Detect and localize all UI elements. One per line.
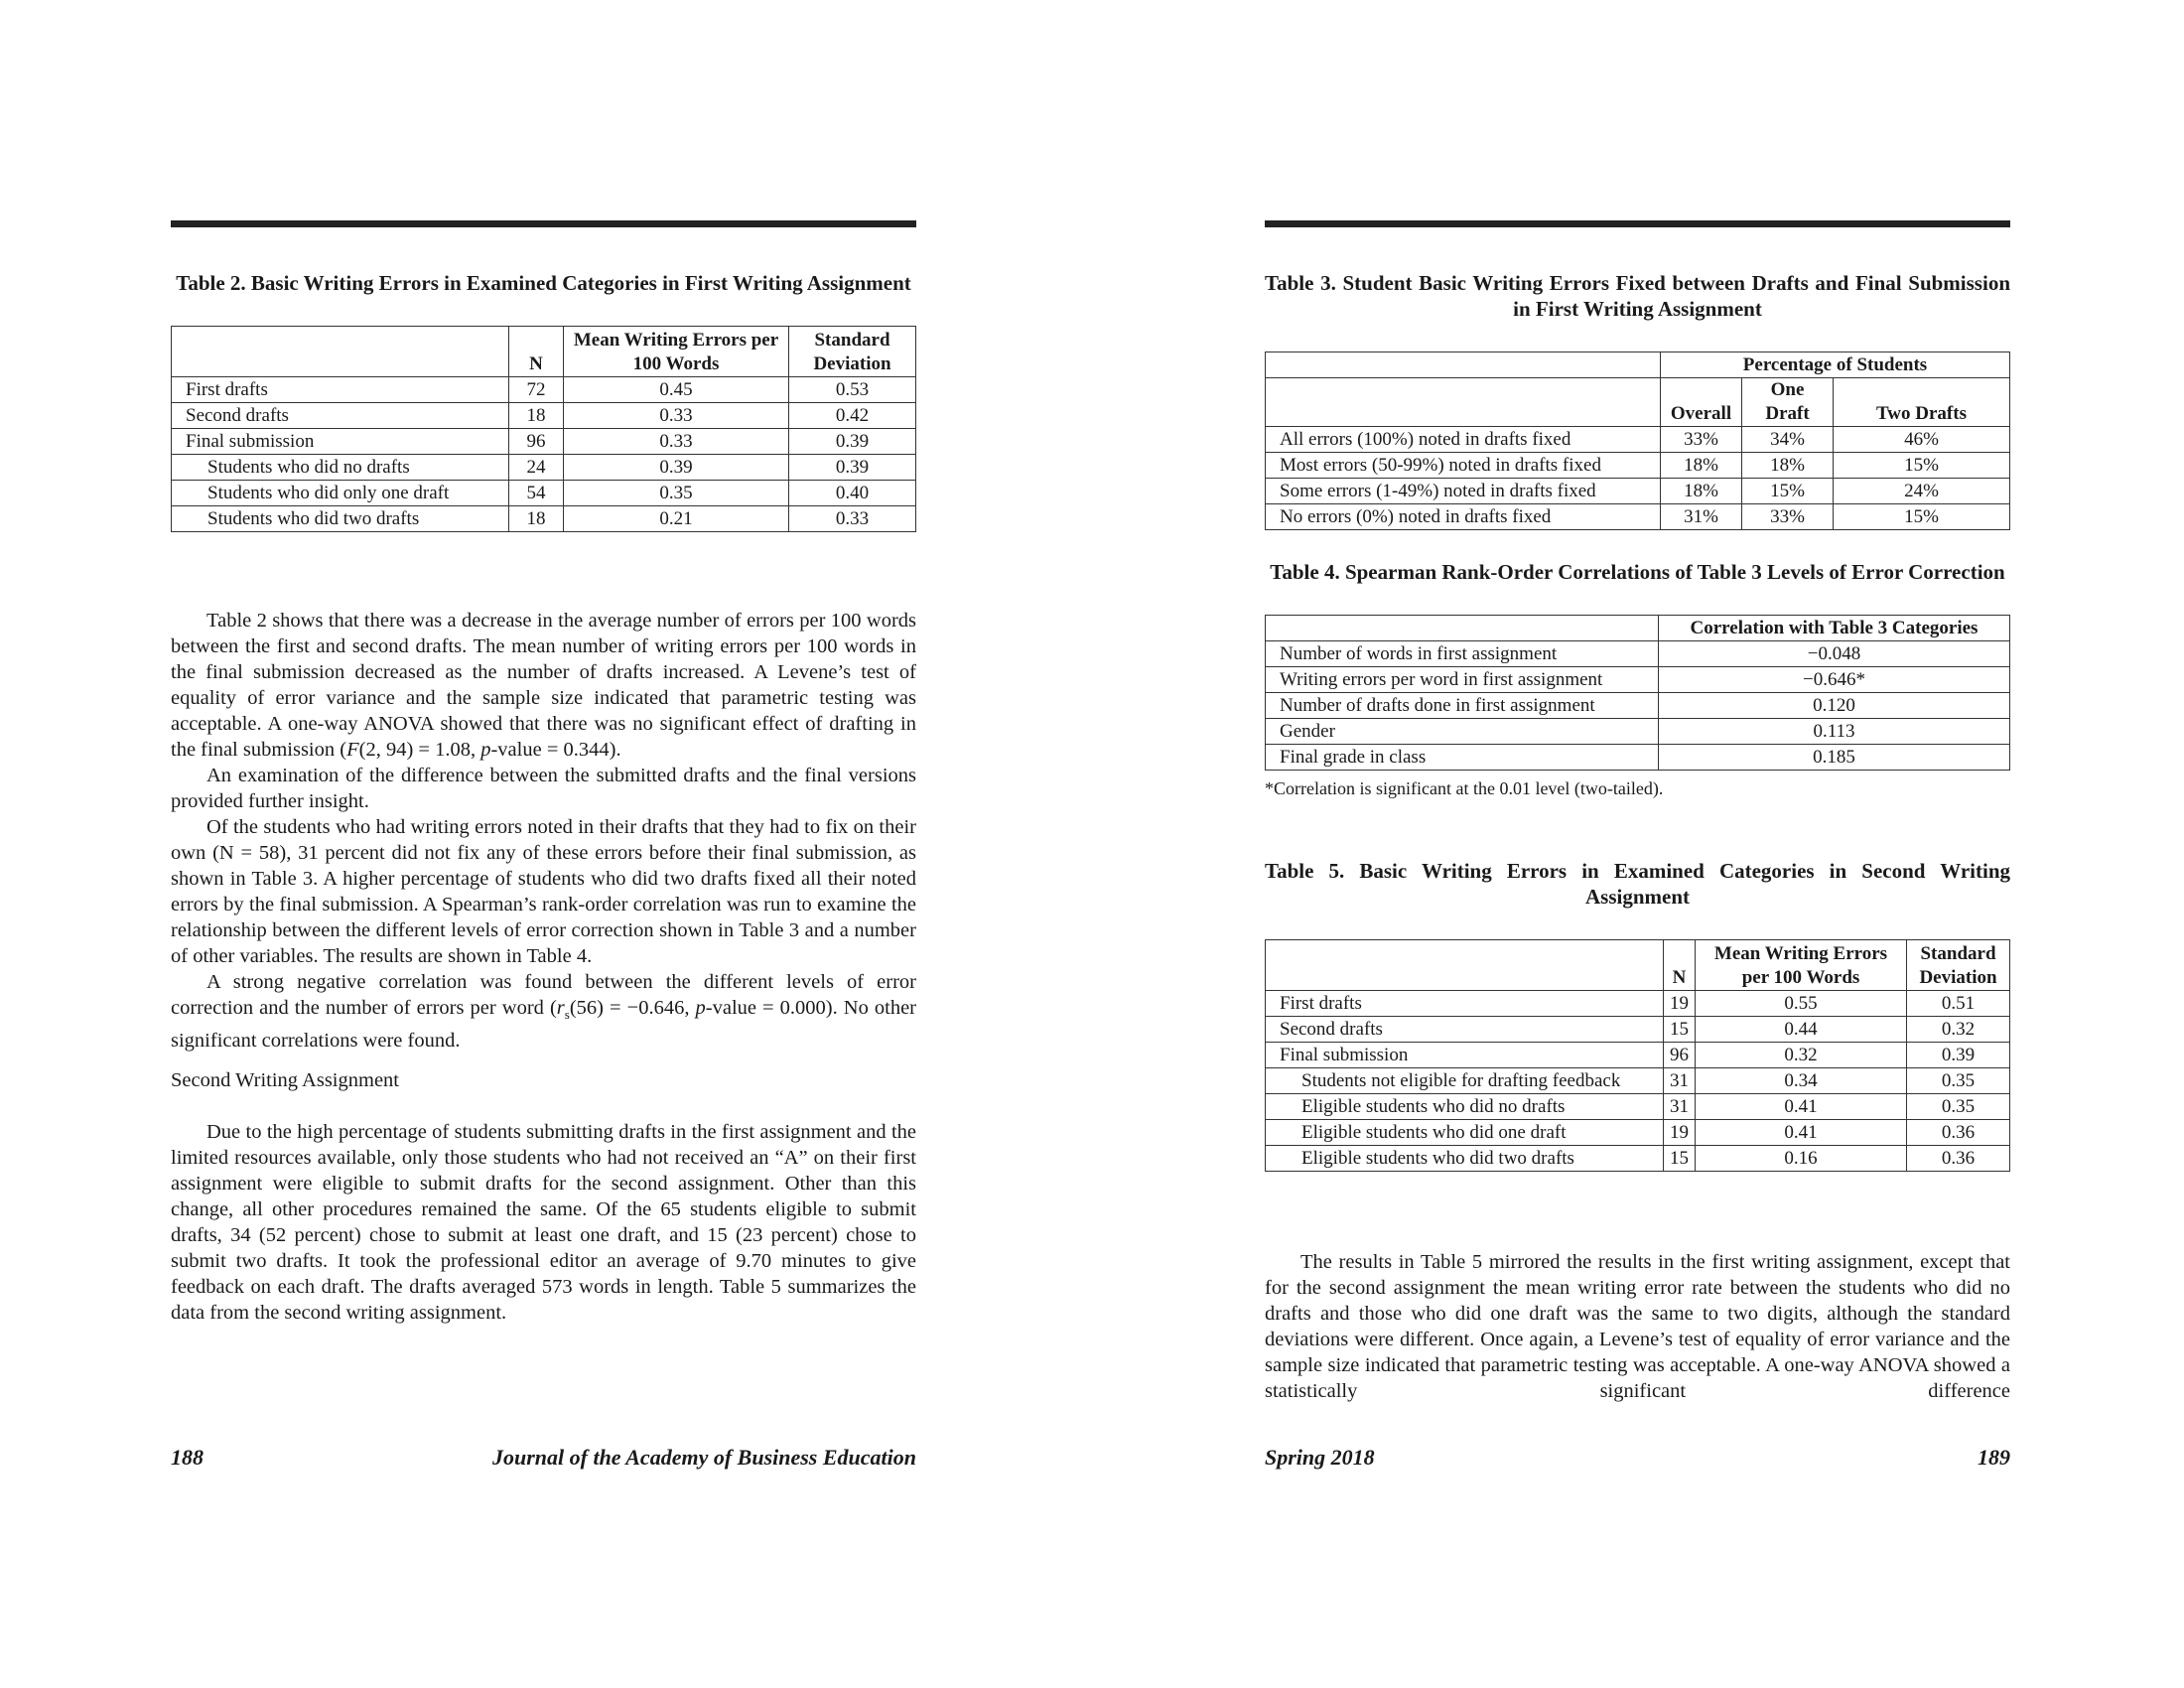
row-label: All errors (100%) noted in drafts fixed (1266, 427, 1661, 453)
cell-value: 0.35 (1907, 1094, 2010, 1120)
paragraph: Of the students who had writing errors noted in their drafts that they had to fix on their own (N = 58), 31 percent did not fix any of these errors before their final submission, as shown in Table 3. A higher percentage of students who did two drafts fixed all their noted errors by the final submission. A Spearman’s rank-order correlation was run to examine the relationship between the different levels of error correction shown in Table 3 and a number of other variables. The results are shown in Table 4. (171, 816, 916, 967)
table4-footnote: *Correlation is significant at the 0.01 level (two-tailed). (1265, 778, 1664, 798)
cell-value: 0.33 (564, 403, 789, 429)
cell-value: 18 (509, 403, 564, 429)
table-row (1266, 479, 2010, 504)
row-label: Eligible students who did one draft (1266, 1120, 1664, 1146)
top-rule-left (171, 220, 916, 227)
cell-value: 0.44 (1696, 1017, 1907, 1043)
cell-value: 72 (509, 377, 564, 403)
page-number-right: 189 (1978, 1445, 2010, 1470)
table5-title: Table 5. Basic Writing Errors in Examined Categories in Second Writing Assignment (1265, 859, 2010, 909)
header-cell: Standard Deviation (1907, 940, 2010, 991)
cell-value: 0.33 (789, 506, 916, 532)
cell-value: 0.36 (1907, 1120, 2010, 1146)
running-footer-issue: Spring 2018 (1265, 1445, 1375, 1470)
header-cell-empty (1266, 352, 1661, 378)
cell-value: 0.120 (1659, 693, 2010, 719)
row-label: Eligible students who did two drafts (1266, 1146, 1664, 1172)
cell-value: 15% (1742, 479, 1834, 504)
table-row (172, 429, 916, 455)
table3 (1265, 352, 2010, 530)
table-row (1266, 453, 2010, 479)
section-heading: Second Writing Assignment (171, 1069, 399, 1092)
cell-value: 24% (1834, 479, 2010, 504)
cell-value: 0.45 (564, 377, 789, 403)
text-run-italic: F (346, 739, 359, 761)
header-cell: Correlation with Table 3 Categories (1659, 616, 2010, 641)
top-rule-right (1265, 220, 2010, 227)
cell-value: 19 (1664, 991, 1696, 1017)
cell-value: 0.16 (1696, 1146, 1907, 1172)
running-footer-journal: Journal of the Academy of Business Education (491, 1445, 916, 1470)
table-row (1266, 1146, 2010, 1172)
text-run-italic: r (556, 997, 565, 1019)
paragraph: An examination of the difference between the submitted drafts and the final versions provided further insight. (171, 765, 916, 812)
cell-value: 0.40 (789, 481, 916, 506)
table5 (1265, 939, 2010, 1172)
row-label: Second drafts (172, 403, 509, 429)
cell-value: 0.39 (564, 455, 789, 481)
row-label: Students who did no drafts (172, 455, 509, 481)
table4-section (1265, 559, 2010, 800)
cell-value: 0.53 (789, 377, 916, 403)
cell-value: 0.39 (789, 455, 916, 481)
table2 (171, 326, 916, 532)
text-run: (2, 94) = 1.08, (358, 739, 481, 761)
table-header-row (1266, 378, 2010, 427)
table-row (1266, 427, 2010, 453)
table-row (1266, 1120, 2010, 1146)
table-row (1266, 667, 2010, 693)
right-body-text (1265, 1249, 2010, 1404)
header-cell: Standard Deviation (789, 327, 916, 377)
header-cell (1266, 616, 1659, 641)
table-row (1266, 504, 2010, 530)
text-run: -value = 0.344). (490, 739, 621, 761)
text-run-italic: p (695, 997, 706, 1019)
row-label: Gender (1266, 719, 1659, 745)
table4 (1265, 615, 2010, 771)
row-label: Students who did only one draft (172, 481, 509, 506)
cell-value: 0.39 (1907, 1043, 2010, 1068)
paragraph (171, 969, 916, 1054)
cell-value: 24 (509, 455, 564, 481)
cell-value: 31% (1661, 504, 1742, 530)
cell-value: 46% (1834, 427, 2010, 453)
left-body-text (171, 608, 916, 1326)
table3-title: Table 3. Student Basic Writing Errors Fixed between Drafts and Final Submission in First Writing Assignment (1265, 271, 2010, 321)
cell-value: 18% (1661, 453, 1742, 479)
header-cell: One Draft (1742, 378, 1834, 427)
header-cell: N (509, 327, 564, 377)
text-run: Table 2 shows that there was a decrease in the average number of errors per 100 words between the first and second drafts. The mean number of writing errors per 100 words in the final submission decreased as the number of drafts increased. A Levene’s test of equality of error variance and the sample size indicated that parametric testing was acceptable. A one-way ANOVA showed that there was no significant effect of drafting in the final submission ( (171, 610, 916, 761)
row-label: Number of drafts done in first assignment (1266, 693, 1659, 719)
cell-value: 54 (509, 481, 564, 506)
row-label: First drafts (1266, 991, 1664, 1017)
header-cell: N (1664, 940, 1696, 991)
row-label: Second drafts (1266, 1017, 1664, 1043)
cell-value: 0.32 (1696, 1043, 1907, 1068)
cell-value: 0.51 (1907, 991, 2010, 1017)
table-row (1266, 719, 2010, 745)
text-run: (56) = −0.646, (569, 997, 696, 1019)
table3-section (1265, 270, 2010, 530)
cell-value: 0.33 (564, 429, 789, 455)
header-cell: Mean Writing Errors per 100 Words (564, 327, 789, 377)
page-number-left: 188 (171, 1445, 204, 1470)
cell-value: 0.35 (1907, 1068, 2010, 1094)
row-label: Most errors (50-99%) noted in drafts fixed (1266, 453, 1661, 479)
cell-value: 18% (1742, 453, 1834, 479)
table-row (172, 377, 916, 403)
table4-title: Table 4. Spearman Rank-Order Correlations of Table 3 Levels of Error Correction (1270, 560, 2005, 584)
table2-section (171, 270, 916, 532)
table-row (1266, 745, 2010, 771)
cell-value: 0.55 (1696, 991, 1907, 1017)
table-row (172, 403, 916, 429)
cell-value: 0.113 (1659, 719, 2010, 745)
table-header-row (1266, 616, 2010, 641)
cell-value: 0.41 (1696, 1120, 1907, 1146)
row-label: Writing errors per word in first assignment (1266, 667, 1659, 693)
cell-value: 0.21 (564, 506, 789, 532)
table-row (172, 506, 916, 532)
cell-value: 0.185 (1659, 745, 2010, 771)
text-run-italic: p (480, 739, 491, 761)
table-row (1266, 693, 2010, 719)
paragraph (171, 608, 916, 763)
row-label: Final submission (1266, 1043, 1664, 1068)
cell-value: 0.32 (1907, 1017, 2010, 1043)
row-label: Students who did two drafts (172, 506, 509, 532)
row-label: No errors (0%) noted in drafts fixed (1266, 504, 1661, 530)
cell-value: 0.34 (1696, 1068, 1907, 1094)
table-row (1266, 1043, 2010, 1068)
cell-value: 96 (1664, 1043, 1696, 1068)
cell-value: 0.42 (789, 403, 916, 429)
row-label: First drafts (172, 377, 509, 403)
cell-value: −0.646* (1659, 667, 2010, 693)
row-label: Final grade in class (1266, 745, 1659, 771)
header-cell (1266, 940, 1664, 991)
header-cell (1266, 378, 1661, 427)
table-header-row (172, 327, 916, 377)
cell-value: 18% (1661, 479, 1742, 504)
subscript: s (564, 1007, 570, 1023)
table-row (1266, 641, 2010, 667)
table2-title: Table 2. Basic Writing Errors in Examined Categories in First Writing Assignment (176, 271, 911, 295)
cell-value: 31 (1664, 1068, 1696, 1094)
cell-value: 15% (1834, 504, 2010, 530)
cell-value: 96 (509, 429, 564, 455)
table-row (172, 455, 916, 481)
row-label: Number of words in first assignment (1266, 641, 1659, 667)
table-row (1266, 1068, 2010, 1094)
cell-value: 19 (1664, 1120, 1696, 1146)
text-run: -value = 0.000). No other significant correlations were found. (171, 997, 916, 1053)
table5-section (1265, 858, 2010, 1172)
table-row (1266, 991, 2010, 1017)
row-label: Final submission (172, 429, 509, 455)
table-header-row (1266, 940, 2010, 991)
cell-value: 0.39 (789, 429, 916, 455)
cell-value: 34% (1742, 427, 1834, 453)
cell-value: 0.36 (1907, 1146, 2010, 1172)
cell-value: 33% (1661, 427, 1742, 453)
cell-value: 0.35 (564, 481, 789, 506)
header-cell: Overall (1661, 378, 1742, 427)
table-row (1266, 1017, 2010, 1043)
cell-value: −0.048 (1659, 641, 2010, 667)
cell-value: 15 (1664, 1017, 1696, 1043)
header-cell-group: Percentage of Students (1661, 352, 2010, 378)
cell-value: 15 (1664, 1146, 1696, 1172)
row-label: Students not eligible for drafting feedback (1266, 1068, 1664, 1094)
header-cell: Mean Writing Errors per 100 Words (1696, 940, 1907, 991)
cell-value: 15% (1834, 453, 2010, 479)
table-group-header-row (1266, 352, 2010, 378)
cell-value: 0.41 (1696, 1094, 1907, 1120)
table-row (1266, 1094, 2010, 1120)
cell-value: 33% (1742, 504, 1834, 530)
cell-value: 18 (509, 506, 564, 532)
paragraph: The results in Table 5 mirrored the results in the first writing assignment, except that for the second assignment the mean writing error rate between the students who did no drafts and those who did one draft was the same to two digits, although the standard deviations were different. Once again, a Levene’s test of equality of error variance and the sample size indicated that parametric testing was acceptable. A one-way ANOVA showed a statistically significant difference (1265, 1251, 2010, 1402)
paragraph: Due to the high percentage of students submitting drafts in the first assignment and the limited resources available, only those students who had not received an “A” on their first assignment were eligible to submit drafts for the second assignment. Other than this change, all other procedures remained the same. Of the 65 students eligible to submit drafts, 34 (52 percent) chose to submit at least one draft, and 15 (23 percent) chose to submit two drafts. It took the professional editor an average of 9.70 minutes to give feedback on each draft. The drafts averaged 573 words in length. Table 5 summarizes the data from the second writing assignment. (171, 1121, 916, 1325)
header-cell: Two Drafts (1834, 378, 2010, 427)
row-label: Some errors (1-49%) noted in drafts fixed (1266, 479, 1661, 504)
table-row (172, 481, 916, 506)
text-run: A strong negative correlation was found between the different levels of error correction and the number of errors per word ( (171, 971, 916, 1019)
row-label: Eligible students who did no drafts (1266, 1094, 1664, 1120)
cell-value: 31 (1664, 1094, 1696, 1120)
header-cell (172, 327, 509, 377)
